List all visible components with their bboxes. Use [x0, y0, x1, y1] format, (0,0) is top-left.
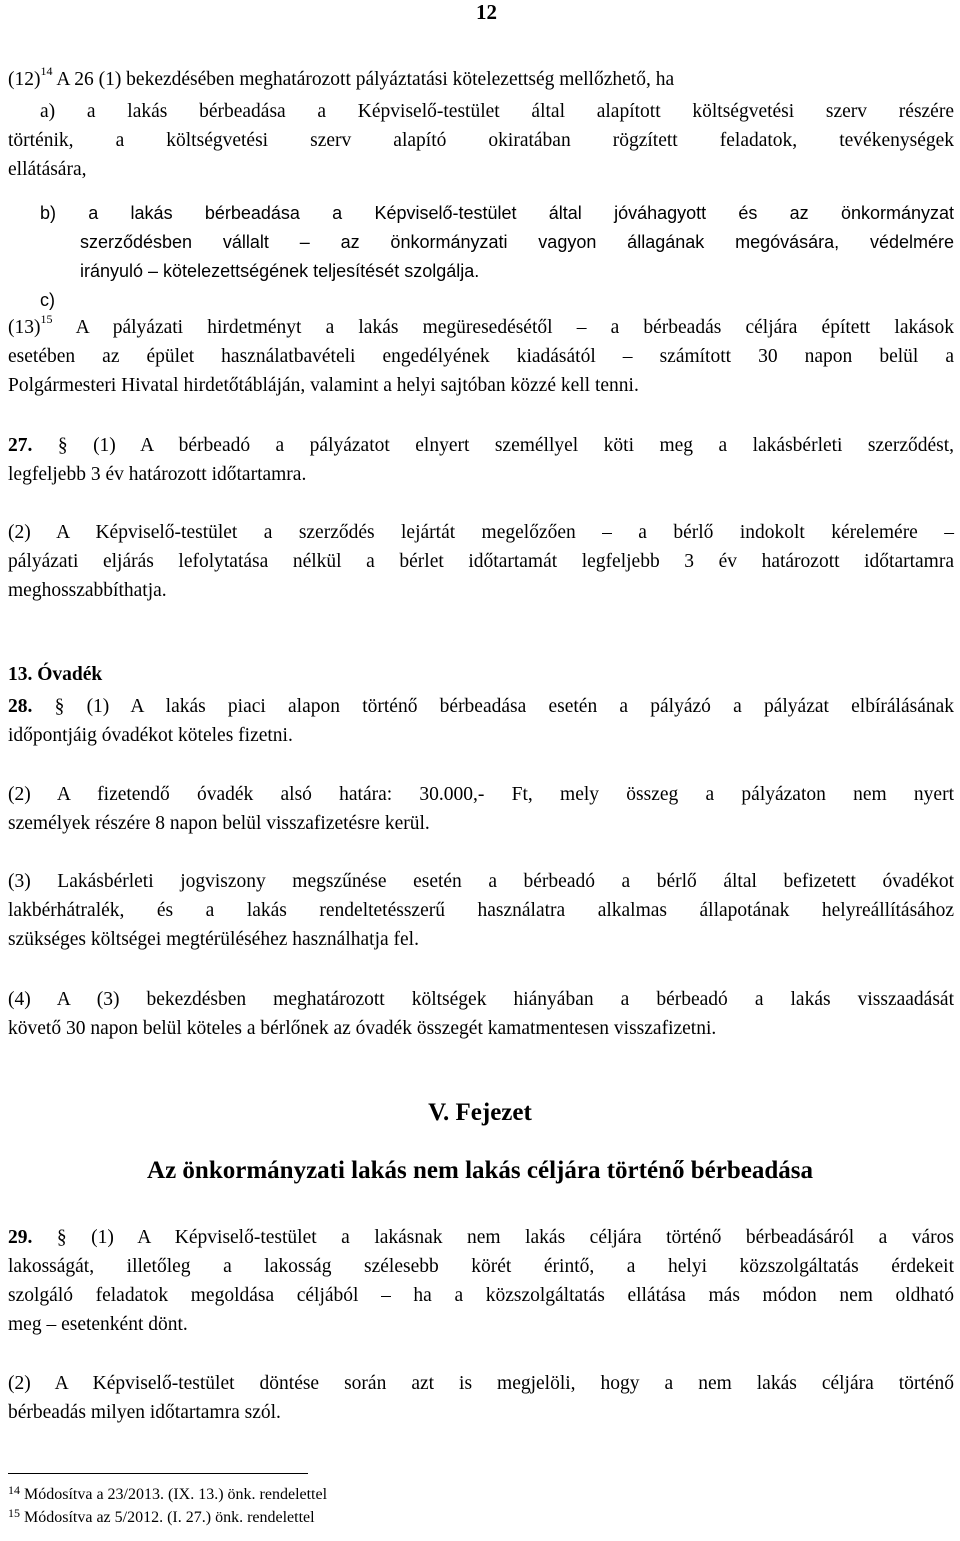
paragraph-line: (2) A Képviselő-testület a szerződés lejártát megelőzően – a bérlő indokolt kérelemére –: [8, 522, 954, 543]
footnote-ref: 14: [40, 64, 53, 78]
paragraph-line: (3) Lakásbérleti jogviszony megszűnése esetén a bérbeadó a bérlő által befizetett óvadékot: [8, 871, 954, 892]
paragraph-line: szolgáló feladatok megoldása céljából – ha a közszolgáltatás ellátása más módon nem oldható: [8, 1285, 954, 1306]
paragraph-line: meghosszabbíthatja.: [8, 580, 167, 601]
paragraph-line: (4) A (3) bekezdésben meghatározott költségek hiányában a bérbeadó a lakás visszaadását: [8, 989, 954, 1010]
paragraph-line: időpontjáig óvadékot köteles fizetni.: [8, 725, 293, 746]
paragraph-text: A 26 (1) bekezdésében meghatározott pályáztatási kötelezettség mellőzhető, ha: [56, 69, 675, 90]
paragraph-line: követő 30 napon belül köteles a bérlőnek az óvadék összegét kamatmentesen visszafizetni.: [8, 1018, 717, 1039]
list-item-b-line: szerződésben vállalt – az önkormányzati vagyon állagának megóvására, védelmére: [80, 232, 954, 252]
paragraph-line: legfeljebb 3 év határozott időtartamra.: [8, 464, 307, 485]
list-item-line: a) a lakás bérbeadása a Képviselő-testület által alapított költségvetési szerv részére: [40, 101, 954, 122]
page-number: 12: [476, 0, 497, 24]
section-28-first-line: [8, 692, 954, 721]
chapter-title: Az önkormányzati lakás nem lakás céljára történő bérbeadása: [147, 1157, 813, 1184]
list-item-c: c): [40, 290, 55, 310]
paragraph-line: bérbeadás milyen időtartamra szól.: [8, 1402, 281, 1423]
paragraph-text: (1) A bérbeadó a pályázatot elnyert személlyel köti meg a lakásbérleti szerződést,: [93, 435, 955, 456]
footnote-text: Módosítva az 5/2012. (I. 27.) önk. rendelettel: [24, 1509, 315, 1526]
paragraph-text: (1) A Képviselő-testület a lakásnak nem lakás céljára történő bérbeadásáról a város: [91, 1227, 954, 1248]
paragraph-line: lakbérhátralék, és a lakás rendeltetésszerű használatra alkalmas állapotának helyreállításához: [8, 900, 954, 921]
footnote: [8, 1484, 327, 1506]
section-27-first-line: [8, 431, 954, 460]
paragraph-13-first-line: [8, 313, 954, 342]
footnote-separator: [8, 1473, 308, 1474]
section-sign: §: [57, 435, 68, 456]
section-number: 29.: [8, 1227, 33, 1248]
paragraph-line: lakosságát, illetőleg a lakosság szélesebb körét érintő, a helyi közszolgáltatás érdekeit: [8, 1256, 954, 1277]
footnote-text: Módosítva a 23/2013. (IX. 13.) önk. rendelettel: [24, 1486, 328, 1503]
paragraph-12-heading: [8, 65, 956, 94]
paragraph-line: Polgármesteri Hivatal hirdetőtábláján, valamint a helyi sajtóban közzé kell tenni.: [8, 375, 639, 396]
section-sign: §: [54, 696, 65, 717]
paragraph-line: szükséges költségei megtérüléséhez használhatja fel.: [8, 929, 419, 950]
paragraph-text: (1) A lakás piaci alapon történő bérbeadása esetén a pályázó a pályázat elbírálásának: [86, 696, 955, 717]
section-heading: 13. Óvadék: [8, 664, 103, 685]
paragraph-line: (2) A Képviselő-testület döntése során azt is megjelöli, hogy a nem lakás céljára történő: [8, 1373, 954, 1394]
paragraph-line: esetében az épület használatbavételi engedélyének kiadásától – számított 30 napon belül a: [8, 346, 954, 367]
section-sign: §: [56, 1227, 67, 1248]
footnote-number: 14: [8, 1483, 20, 1497]
list-item-line: ellátására,: [8, 159, 87, 180]
paragraph-line: (2) A fizetendő óvadék alsó határa: 30.000,- Ft, mely összeg a pályázaton nem nyert: [8, 784, 954, 805]
section-number: 27.: [8, 435, 33, 456]
chapter-number: V. Fejezet: [428, 1099, 532, 1126]
paragraph-number: (12): [8, 69, 41, 90]
list-item-a: [40, 97, 954, 126]
footnote-number: 15: [8, 1506, 20, 1520]
paragraph-text: A pályázati hirdetményt a lakás megüresedésétől – a bérbeadás céljára épített lakások: [75, 317, 954, 338]
footnote: [8, 1507, 315, 1529]
section-29-first-line: [8, 1223, 954, 1252]
section-number: 28.: [8, 696, 33, 717]
paragraph-line: személyek részére 8 napon belül visszafizetésre kerül.: [8, 813, 430, 834]
list-item-b-line: b) a lakás bérbeadása a Képviselő-testület által jóváhagyott és az önkormányzat: [40, 203, 954, 223]
paragraph-line: pályázati eljárás lefolytatása nélkül a bérlet időtartamát legfeljebb 3 év határozott időtartamra: [8, 551, 954, 572]
footnote-ref: 15: [40, 312, 53, 326]
paragraph-line: meg – esetenként dönt.: [8, 1314, 188, 1335]
list-item-line: történik, a költségvetési szerv alapító okiratában rögzített feladatok, tevékenységek: [8, 130, 954, 151]
paragraph-number: (13): [8, 317, 41, 338]
list-item-b-line: irányuló – kötelezettségének teljesítését szolgálja.: [80, 261, 480, 281]
